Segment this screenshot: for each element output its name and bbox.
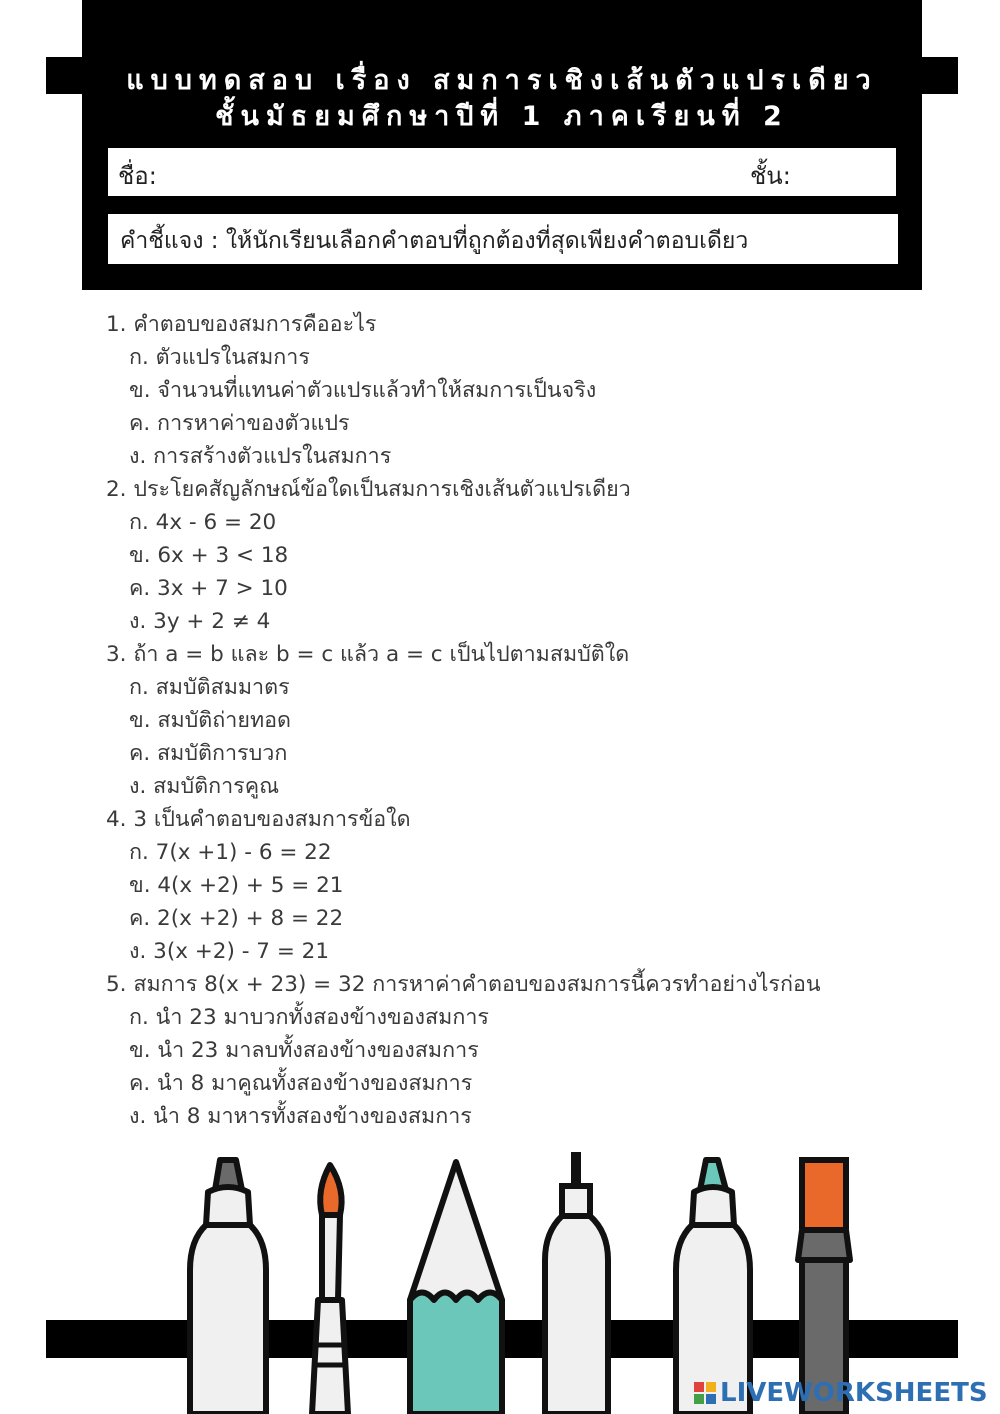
class-label: ชั้น: bbox=[750, 162, 791, 190]
answer-option[interactable]: ข. สมบัติถ่ายทอด bbox=[129, 708, 292, 733]
answer-option[interactable]: ก. 7(x +1) - 6 = 22 bbox=[129, 840, 332, 865]
answer-option[interactable]: ง. สมบัติการคูณ bbox=[129, 774, 280, 799]
answer-option[interactable]: ก. นำ 23 มาบวกทั้งสองข้างของสมการ bbox=[129, 1005, 489, 1030]
answer-option[interactable]: ข. 6x + 3 < 18 bbox=[129, 543, 289, 568]
question-text: 1. คำตอบของสมการคืออะไร bbox=[106, 312, 377, 337]
paint-brush-icon bbox=[312, 1165, 348, 1414]
name-label: ชื่อ: bbox=[118, 162, 157, 190]
answer-option[interactable]: ข. นำ 23 มาลบทั้งสองข้างของสมการ bbox=[129, 1038, 479, 1063]
answer-option[interactable]: ค. นำ 8 มาคูณทั้งสองข้างของสมการ bbox=[129, 1071, 473, 1096]
answer-option[interactable]: ค. สมบัติการบวก bbox=[129, 741, 288, 766]
question-text: 2. ประโยคสัญลักษณ์ข้อใดเป็นสมการเชิงเส้นตัวแปรเดียว bbox=[106, 477, 631, 502]
pencil-icon bbox=[410, 1162, 502, 1414]
answer-option[interactable]: ง. 3(x +2) - 7 = 21 bbox=[129, 939, 330, 964]
technical-pen-icon bbox=[545, 1152, 608, 1414]
answer-option[interactable]: ก. ตัวแปรในสมการ bbox=[129, 345, 310, 370]
instruction-text: คำชี้แจง : ให้นักเรียนเลือกคำตอบที่ถูกต้องที่สุดเพียงคำตอบเดียว bbox=[120, 228, 749, 254]
teal-marker-icon bbox=[676, 1160, 750, 1414]
answer-option[interactable]: ค. การหาค่าของตัวแปร bbox=[129, 411, 350, 436]
answer-option[interactable]: ข. จำนวนที่แทนค่าตัวแปรแล้วทำให้สมการเป็นจริง bbox=[129, 378, 597, 403]
answer-option[interactable]: ง. การสร้างตัวแปรในสมการ bbox=[129, 444, 392, 469]
question-text: 5. สมการ 8(x + 23) = 32 การหาค่าคำตอบของสมการนี้ควรทำอย่างไรก่อน bbox=[106, 972, 821, 997]
answer-option[interactable]: ง. นำ 8 มาหารทั้งสองข้างของสมการ bbox=[129, 1104, 472, 1129]
grey-marker-icon bbox=[190, 1160, 266, 1414]
answer-option[interactable]: ก. สมบัติสมมาตร bbox=[129, 675, 290, 700]
question-text: 4. 3 เป็นคำตอบของสมการข้อใด bbox=[106, 807, 411, 832]
watermark-text: LIVEWORKSHEETS bbox=[720, 1378, 988, 1408]
liveworksheets-logo-icon bbox=[694, 1382, 716, 1404]
flat-brush-icon bbox=[798, 1160, 850, 1414]
page-title: แบบทดสอบ เรื่อง สมการเชิงเส้นตัวแปรเดียว bbox=[126, 65, 878, 96]
answer-option[interactable]: ข. 4(x +2) + 5 = 21 bbox=[129, 873, 344, 898]
answer-option[interactable]: ก. 4x - 6 = 20 bbox=[129, 510, 277, 535]
answer-option[interactable]: ค. 3x + 7 > 10 bbox=[129, 576, 288, 601]
answer-option[interactable]: ค. 2(x +2) + 8 = 22 bbox=[129, 906, 344, 931]
question-text: 3. ถ้า a = b และ b = c แล้ว a = c เป็นไปตามสมบัติใด bbox=[106, 642, 630, 667]
answer-option[interactable]: ง. 3y + 2 ≠ 4 bbox=[129, 609, 271, 634]
page-subtitle: ชั้นมัธยมศึกษาปีที่ 1 ภาคเรียนที่ 2 bbox=[215, 101, 789, 132]
